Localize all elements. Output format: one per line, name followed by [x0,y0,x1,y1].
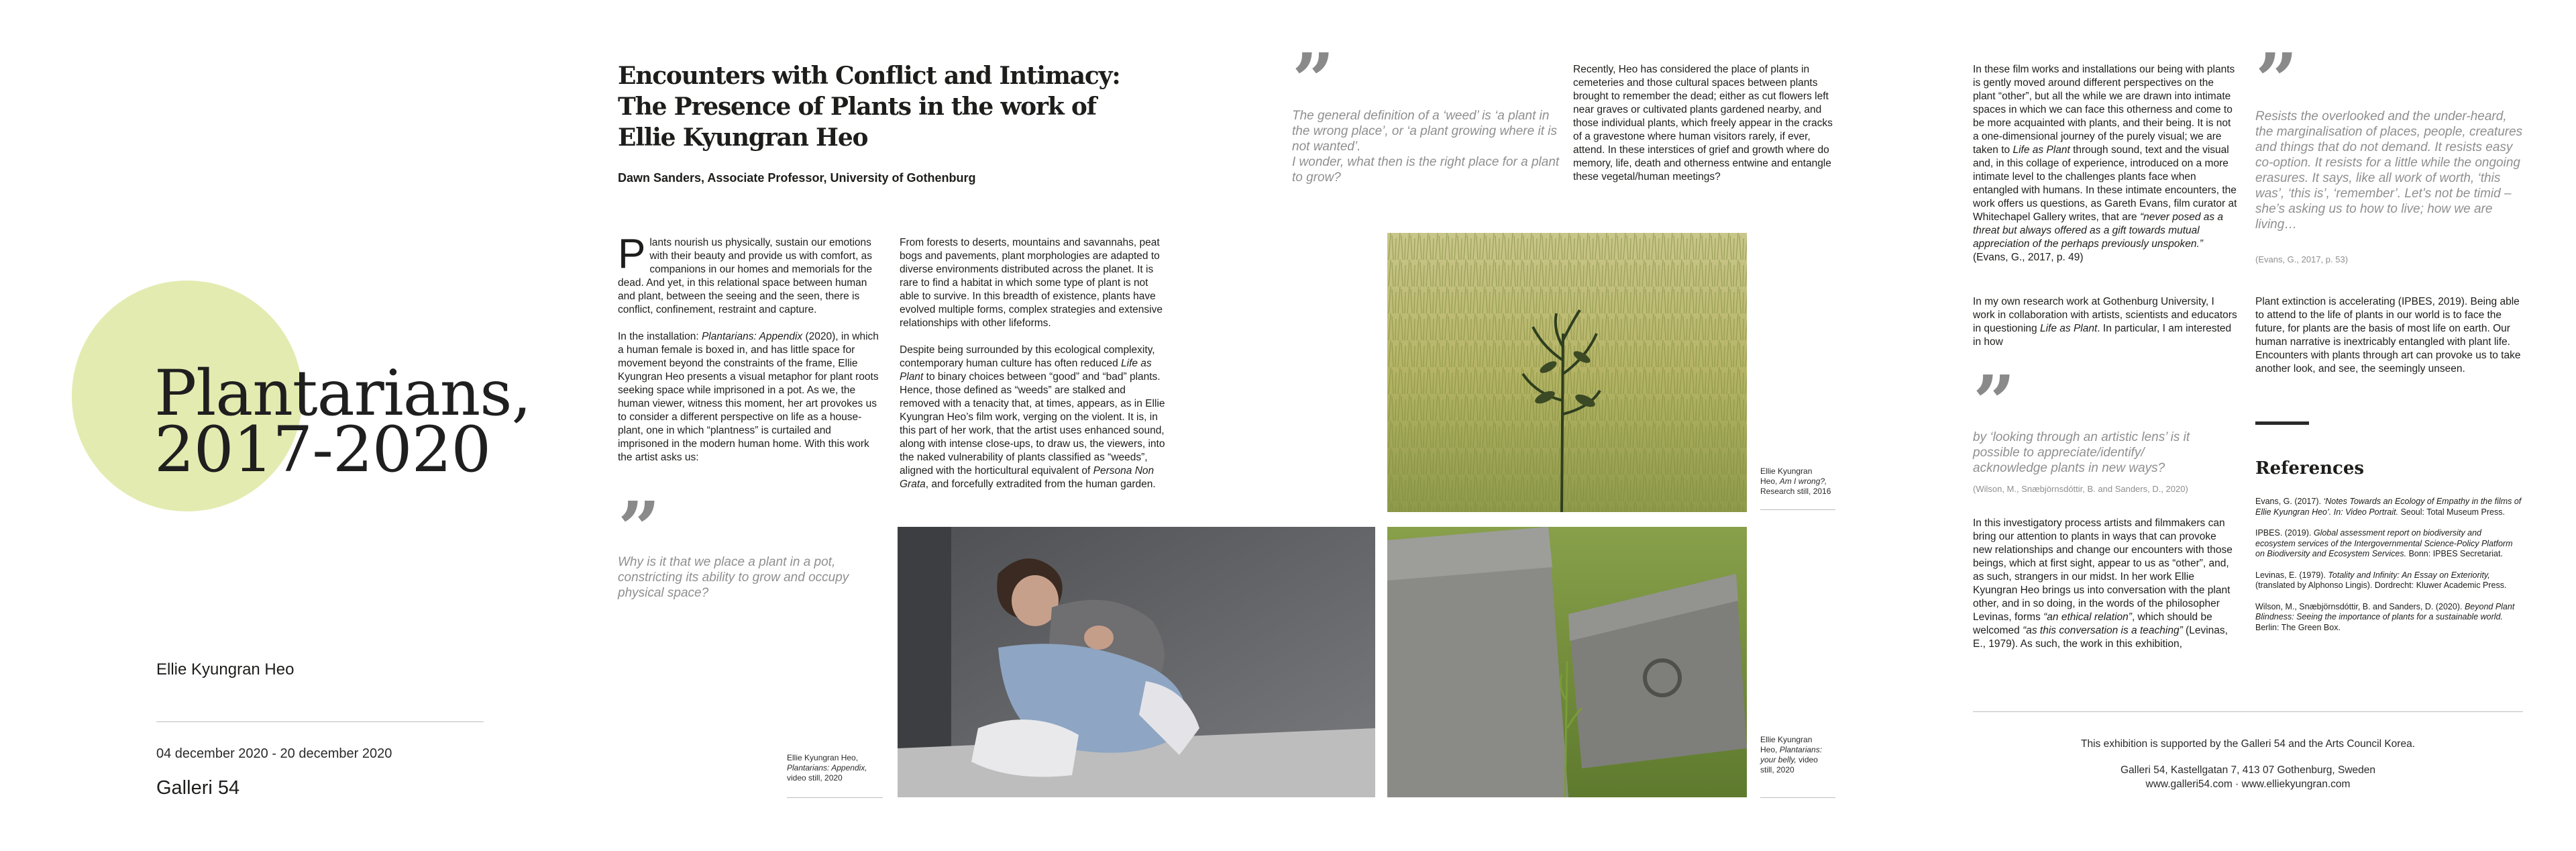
footer [1973,737,2523,791]
cover-artist: Ellie Kyungran Heo [156,660,294,679]
column-1 [618,231,883,464]
reference-item: IPBES. (2019). Global assessment report on biodiversity and ecosystem services of the Intergovernmental Science-Policy Platform on Biodiversity and Ecosystem Services. Bonn: IPBES Secretariat. [2255,528,2513,558]
col5-pull-quote-cite: (Wilson, M., Snæbjörnsdóttir, B. and Sanders, D., 2020) [1973,484,2188,494]
footer-support: This exhibition is supported by the Galleri 54 and the Arts Council Korea. [2081,738,2415,750]
references-heading: References [2255,458,2365,479]
article-title-line1: Encounters with Conflict and Intimacy: [618,62,1120,90]
col5-paragraph-3: In this investigatory process artists and filmmakers can bring our attention to plants in ways that can provoke new relationships and change our encounters with those beings, which at first sight, appear to us as “other”, and, as such, strangers in our midst. In her work Ellie Kyungran Heo brings us into conversation with the plant other, and in so doing, in the words of the philosopher Levinas, forms “an ethical relation”, which should be welcomed “as this conversation is a teaching” (Levinas, E., 1979). As such, the work in this exhibition, [1973,517,2233,650]
col6-pull-quote: Resists the overlooked and the under-heard, the marginalisation of places, people, creatures and things that do not demand. It resists easy co-option. It resists for a little while the ongoing erasures. It says, like all work of worth, ‘this was’, ‘this is’, ‘remember’. Let’s not be timid – she’s asking us to how to live; how we are living… [2255,109,2523,232]
col5-pull-quote: by ‘looking through an artistic lens’ is it possible to appreciate/identify/ acknowledge plants in new ways? [1973,430,2190,475]
footer-websites: www.galleri54.com · www.elliekyungran.com [2145,779,2351,790]
quote-mark-icon: ” [1973,359,2008,446]
col1-pull-quote: Why is it that we place a plant in a pot, constricting its ability to grow and occupy physical space? [618,555,849,600]
photo-plantarians-appendix [898,527,1375,797]
references-divider [2255,421,2309,425]
article-author: Dawn Sanders, Associate Professor, University of Gothenburg [618,171,976,185]
col5-paragraph-2-wrap [1973,295,2238,349]
col5-paragraph-2: In my own research work at Gothenburg University, I work in collaboration with artists, scientists and educators in questioning Life as Plant. In particular, I am interested in how [1973,296,2237,348]
article-title-line2: The Presence of Plants in the work of [618,93,1096,121]
dropcap: P [618,231,646,277]
column-4 [1573,63,1835,184]
col5-paragraph-1: In these film works and installations our being with plants is gently moved around different perspectives on the plant “other”, but all the while we are drawn into intimate spaces in which we can face this otherness and come to be more acquainted with plants, and their being. It is not a one-dimensional journey of the purely visual; we are taken to Life as Plant through sound, text and the visual and, in this collage of experience, introduced on a more intimate level to the challenges plants face when entangled with humans. In these intimate encounters, the work offers us questions, as Gareth Evans, film curator at Whitechapel Gallery writes, that are “never posed as a threat but always offered as a gift towards mutual appreciation of the perhaps previously unspoken.” (Evans, G., 2017, p. 49) [1973,64,2237,263]
col2-paragraph-2: Despite being surrounded by this ecological complexity, contemporary human culture has often reduced Life as Plant to binary choices between “good” and “bad” plants. Hence, those defined as “weeds” are stalked and removed with a tenacity that, at times, appears, as in Ellie Kyungran Heo’s film work, verging on the violent. It is, in this part of her work, that the artist uses enhanced sound, along with intense close-ups, to draw us, the viewers, into the naked vulnerability of plants classified as “weeds”, aligned with the horticultural equivalent of Persona Non Grata, and forcefully extradited from the human garden. [900,344,1165,490]
reference-item: Wilson, M., Snæbjörnsdóttir, B. and Sanders, D. (2020). Beyond Plant Blindness: Seeing the importance of plants for a sustainable world. Berlin: The Green Box. [2255,601,2515,632]
footer-divider [1973,711,2523,712]
photo3-caption: Ellie Kyungran Heo, Plantarians: your belly, video still, 2020 [1760,735,1823,774]
article-title [618,60,1120,153]
cover-title [154,357,531,487]
references-list [2255,497,2524,644]
cover-divider [156,721,484,722]
col3-pull-quote: The general definition of a ‘weed’ is ‘a plant in the wrong place’, or ‘a plant growing where it is not wanted’. I wonder, what then is the right place for a plant to grow? [1292,109,1560,185]
photo-am-i-wrong [1387,233,1747,512]
cover-venue: Galleri 54 [156,777,240,799]
photo-plantarians-appendix-art [898,527,1375,797]
column-6 [2255,295,2524,376]
cover-title-line2: 2017-2020 [154,413,491,487]
photo1-caption-rule [787,797,883,798]
article-title-line3: Ellie Kyungran Heo [618,123,868,152]
col1-paragraph-1 [618,231,883,317]
col1-paragraph-2: In the installation: Plantarians: Appendix (2020), in which a human female is boxed in, and has little space for movement beyond the constraints of the frame, Ellie Kyungran Heo presents a visual metaphor for plant roots seeking space while imprisoned in a pot. As we, the human viewer, witness this moment, her art provokes us to consider a different perspective on life as a house-plant, one in which “plantness” is curtailed and imprisoned in the modern human home. With this work the artist asks us: [618,331,879,463]
photo3-caption-rule [1760,797,1835,798]
cover-dates: 04 december 2020 - 20 december 2020 [156,746,392,761]
photo2-caption: Ellie Kyungran Heo, Am I wrong?, Research still, 2016 [1760,466,1831,496]
reference-item: Levinas, E. (1979). Totality and Infinity: An Essay on Exteriority, (translated by Alphonso Lingis). Dordrecht: Kluwer Academic Press. [2255,570,2507,590]
cover-title-line1: Plantarians, [154,357,531,430]
col6-paragraph-1: Plant extinction is accelerating (IPBES, 2019). Being able to attend to the life of plants in our world is to face the future, for plants are the basis of most life on earth. Our human narrative is inextricably entangled with plant life. Encounters with plants through art can provoke us to take another look, and see, the seemingly unseen. [2255,296,2521,374]
col4-paragraph-1: Recently, Heo has considered the place of plants in cemeteries and those cultural spaces between plants brought to remember the dead; either as cut flowers left near graves or cultivated plants gardened nearby, and those individual plants, which freely appear in the cracks of a gravestone where human visitors rarely, if ever, attend. In these interstices of grief and growth where do memory, life, death and otherness entwine and entangle these vegetal/human meetings? [1573,64,1833,183]
col2-paragraph-1: From forests to deserts, mountains and savannahs, peat bogs and pavements, plant morphologies are adapted to diverse environments distributed across the planet. It is rare to find a habitat in which some type of plant is not able to survive. In this breadth of existence, plants have evolved multiple forms, complex strategies and extensive relationships with other lifeforms. [900,237,1163,329]
col1-paragraph-1-text: lants nourish us physically, sustain our emotions with their beauty and provide us with comfort, as companions in our homes and memorials for the dead. And yet, in this relational space between human and plant, between the seeing and the seen, there is conflict, confinement, restraint and capture. [618,237,873,315]
quote-mark-icon: ” [618,485,653,572]
column-5 [1973,63,2238,264]
photo2-caption-rule [1760,509,1835,510]
footer-address: Galleri 54, Kastellgatan 7, 413 07 Gothenburg, Sweden [2120,764,2375,776]
photo-plantarians-your-belly [1387,527,1747,797]
quote-mark-icon: ” [2255,37,2290,123]
column-2 [900,236,1166,491]
col6-pull-quote-cite: (Evans, G., 2017, p. 53) [2255,254,2349,264]
photo-plantarians-your-belly-art [1387,527,1747,797]
photo-am-i-wrong-art [1387,233,1747,512]
reference-item: Evans, G. (2017). ‘Notes Towards an Ecology of Empathy in the films of Ellie Kyungran Heo’. In: Video Portrait. Seoul: Total Museum Press. [2255,497,2522,517]
quote-mark-icon: ” [1292,37,1327,123]
photo1-caption: Ellie Kyungran Heo, Plantarians: Appendix, video still, 2020 [787,753,867,783]
col5-paragraph-3-wrap [1973,517,2238,651]
